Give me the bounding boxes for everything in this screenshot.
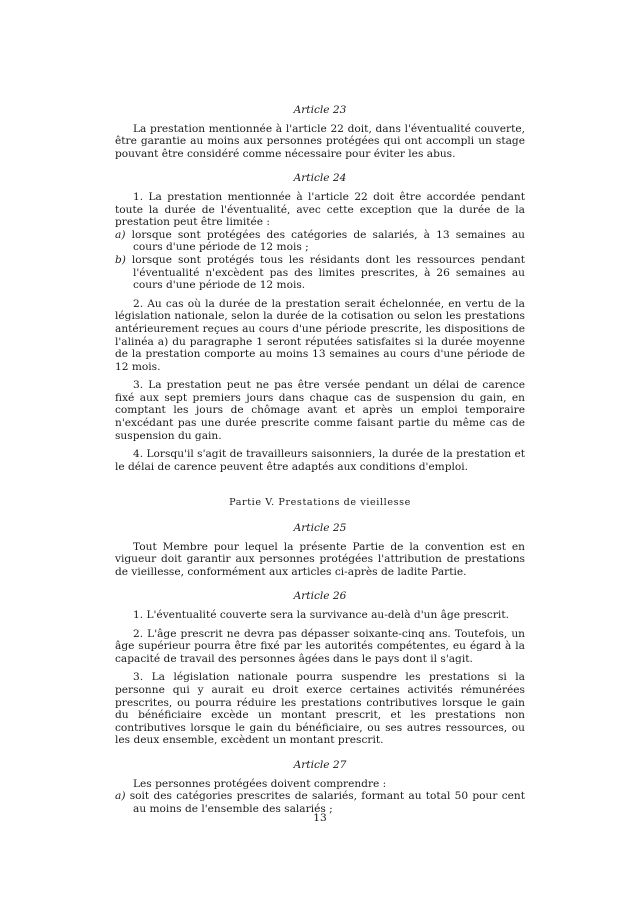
article-24-paragraph-2: 2. Au cas où la durée de la prestation serait échelonnée, en vertu de la législation nationale, selon la durée de la cotisation ou selon les prestations antérieurement reçues au cours d'une période prescrite, les dispositions de l'alinéa a) du paragraphe 1 seront réputées satisfaites si la durée moyenne de la prestation comporte au moins 13 semaines au cours d'une période de 12 mois. xyxy=(115,297,525,373)
article-24-item-a xyxy=(115,229,525,254)
article-23-paragraph: La prestation mentionnée à l'article 22 doit, dans l'éventualité couverte, être garantie au moins aux personnes protégées qui ont accompli un stage pouvant être considéré comme nécessaire pour éviter les abus. xyxy=(115,122,525,160)
item-label: a) xyxy=(115,228,126,241)
article-23-heading: Article 23 xyxy=(293,104,347,116)
article-27-heading: Article 27 xyxy=(293,758,347,771)
item-text: lorsque sont protégés tous les résidants dont les ressources pendant l'éventualité n'excèdent pas des limites prescrites, à 26 semaines au cours d'une période de 12 mois. xyxy=(125,253,525,292)
part-5-heading: Partie V. Prestations de vieillesse xyxy=(229,497,411,509)
item-text: soit des catégories prescrites de salariés, formant au total 50 pour cent au moins de l'ensemble des salariés ; xyxy=(125,790,525,815)
article-25-heading: Article 25 xyxy=(293,522,347,535)
article-24-paragraph-3: 3. La prestation peut ne pas être versée pendant un délai de carence fixé aux sept premiers jours dans chaque cas de suspension du gain, en comptant les jours de chômage avant et après un emploi temporaire n'excédant pas une durée prescrite comme faisant partie du même cas de suspension du gain. xyxy=(115,379,525,442)
article-24-item-b xyxy=(115,254,525,292)
page-number: 13 xyxy=(313,812,327,824)
article-26-paragraph-2: 2. L'âge prescrit ne devra pas dépasser soixante-cinq ans. Toutefois, un âge supérieur pourra être fixé par les autorités compétentes, eu égard à la capacité de travail des personnes âgées dans le pays dont il s'agit. xyxy=(115,627,525,665)
article-24-paragraph-4: 4. Lorsqu'il s'agit de travailleurs saisonniers, la durée de la prestation et le délai de carence peuvent être adaptés aux conditions d'emploi. xyxy=(115,448,525,473)
article-24-paragraph-1: 1. La prestation mentionnée à l'article 22 doit être accordée pendant toute la durée de l'éventualité, avec cette exception que la durée de la prestation peut être limitée : xyxy=(115,190,525,229)
article-27-paragraph: Les personnes protégées doivent comprendre : xyxy=(133,777,387,790)
item-label: a) xyxy=(115,790,126,803)
article-24-heading: Article 24 xyxy=(293,172,347,185)
article-26-heading: Article 26 xyxy=(293,590,347,603)
document-page xyxy=(115,104,525,815)
article-26-paragraph-3: 3. La législation nationale pourra suspendre les prestations si la personne qui y aurait eu droit exerce certaines activités rémunérées prescrites, ou pourra réduire les prestations contributives lorsque le gain du bénéficiaire excède un montant prescrit, et les prestations non contributives lorsque le gain du bénéficiaire, ou ses autres ressources, ou les deux ensemble, excèdent un montant prescrit. xyxy=(115,671,525,747)
item-label: b) xyxy=(115,253,126,266)
article-25-paragraph: Tout Membre pour lequel la présente Partie de la convention est en vigueur doit garantir aux personnes protégées l'attribution de prestations de vieillesse, conformément aux articles ci-après de ladite Partie. xyxy=(115,540,525,578)
article-26-paragraph-1: 1. L'éventualité couverte sera la survivance au-delà d'un âge prescrit. xyxy=(133,609,509,621)
item-text: lorsque sont protégées des catégories de salariés, à 13 semaines au cours d'une période de 12 mois ; xyxy=(125,228,525,254)
